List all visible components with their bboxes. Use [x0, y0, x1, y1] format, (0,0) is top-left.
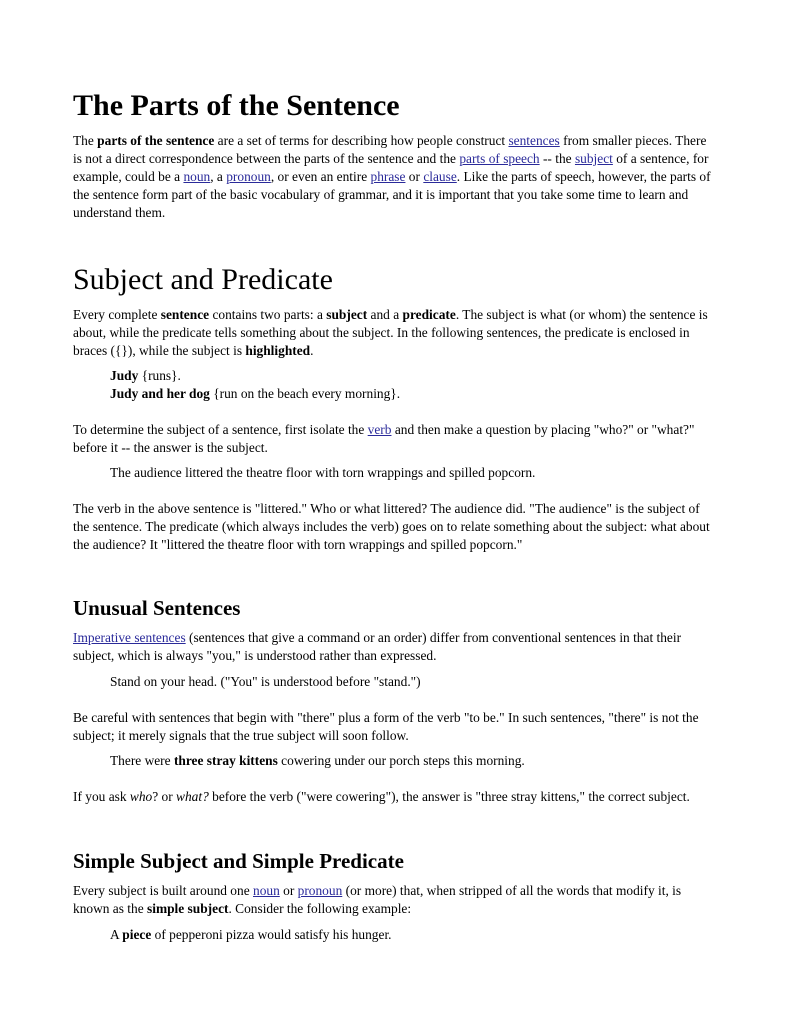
text: and a: [367, 307, 403, 322]
example-three-kittens: [110, 752, 710, 770]
bold-term: simple subject: [147, 901, 229, 916]
text: The: [73, 133, 98, 148]
text: contains two parts: a: [209, 307, 327, 322]
link-imperative-sentences[interactable]: Imperative sentences: [73, 630, 186, 645]
link-pronoun[interactable]: pronoun: [226, 169, 271, 184]
text: from smaller pieces. There is not a direct correspondence between the parts of the sentence and the: [73, 133, 707, 166]
simple-subject-highlight: piece: [122, 927, 152, 942]
ask-paragraph: [73, 788, 718, 806]
example-judy-runs: [110, 367, 710, 385]
text: . Like the parts of speech, however, the parts of the sentence form part of the basic vocabulary of grammar, and it is important that you take some time to learn and understand them.: [73, 169, 711, 220]
text: Every complete: [73, 307, 161, 322]
text: (sentences that give a command or an order) differ from conventional sentences in that their subject, which is always "you," is understood rather than expressed.: [73, 630, 682, 663]
bold-term: sentence: [160, 307, 210, 322]
text: To determine the subject of a sentence, first isolate the: [73, 422, 368, 437]
example-audience: The audience littered the theatre floor with torn wrappings and spilled popcorn.: [110, 465, 536, 480]
italic-word: what?: [176, 789, 209, 804]
simple-subject-paragraph: [73, 882, 718, 918]
example-judy-and-dog: [110, 385, 710, 403]
heading-unusual-sentences: Unusual Sentences: [73, 596, 241, 620]
text: .: [310, 343, 314, 358]
text: If you ask: [73, 789, 130, 804]
text: or: [405, 169, 424, 184]
heading-simple-subject: Simple Subject and Simple Predicate: [73, 849, 404, 873]
subject-predicate-paragraph: [73, 306, 718, 360]
link-verb[interactable]: verb: [367, 422, 392, 437]
text: A: [110, 927, 123, 942]
heading-subject-and-predicate: Subject and Predicate: [73, 263, 333, 296]
text: ? or: [152, 789, 177, 804]
text: . Consider the following example:: [228, 901, 412, 916]
text: before the verb ("were cowering"), the answer is "three stray kittens," the correct subject.: [208, 789, 690, 804]
text: and then make a question by placing "who?" or "what?" before it -- the answer is the subject.: [73, 422, 695, 455]
bold-term: subject: [326, 307, 368, 322]
page-title: The Parts of the Sentence: [73, 89, 400, 122]
example-pizza: [110, 926, 710, 944]
text: are a set of terms for describing how people construct: [214, 133, 509, 148]
text: Every subject is built around one: [73, 883, 253, 898]
link-noun[interactable]: noun: [183, 169, 211, 184]
verb-paragraph: The verb in the above sentence is "littered." Who or what littered? The audience did. "The audience" is the subject of the sentence. The predicate (which always includes the verb) goes on to relate something about the subject: what about the audience? It "littered the theatre floor with torn wrappings and spilled popcorn.": [73, 501, 710, 552]
example-stand-on-head: Stand on your head. ("You" is understood before "stand."): [110, 674, 421, 689]
text: , or even an entire: [270, 169, 371, 184]
imperative-paragraph: [73, 629, 718, 665]
link-subject[interactable]: subject: [574, 151, 613, 166]
link-clause[interactable]: clause: [423, 169, 457, 184]
link-phrase[interactable]: phrase: [370, 169, 406, 184]
text: , a: [210, 169, 227, 184]
text: or: [279, 883, 298, 898]
bold-term: highlighted: [245, 343, 311, 358]
text: cowering under our porch steps this morning.: [277, 753, 525, 768]
predicate: {run on the beach every morning}.: [209, 386, 401, 401]
predicate: {runs}.: [138, 368, 181, 383]
link-parts-of-speech[interactable]: parts of speech: [459, 151, 540, 166]
determine-subject-paragraph: [73, 421, 718, 457]
subject-highlight: Judy and her dog: [110, 386, 210, 401]
text: (or more) that, when stripped of all the words that modify it, is known as the: [73, 883, 682, 916]
italic-word: who: [129, 789, 153, 804]
link-sentences[interactable]: sentences: [508, 133, 560, 148]
subject-highlight: three stray kittens: [173, 753, 278, 768]
link-noun-2[interactable]: noun: [253, 883, 280, 898]
subject-highlight: Judy: [110, 368, 139, 383]
text: . The subject is what (or whom) the sentence is about, while the predicate tells something about the subject. In the following sentences, the predicate is enclosed in braces ({}), while the subject is: [73, 307, 708, 358]
bold-term: predicate: [402, 307, 456, 322]
link-pronoun-2[interactable]: pronoun: [297, 883, 343, 898]
text: -- the: [539, 151, 575, 166]
bold-term: parts of the sentence: [97, 133, 215, 148]
text: There were: [110, 753, 174, 768]
text: of a sentence, for example, could be a: [73, 151, 709, 184]
careful-paragraph: Be careful with sentences that begin with "there" plus a form of the verb "to be." In such sentences, "there" is not the subject; it merely signals that the true subject will soon follow.: [73, 710, 699, 743]
intro-paragraph: [73, 132, 718, 222]
text: of pepperoni pizza would satisfy his hunger.: [151, 927, 392, 942]
